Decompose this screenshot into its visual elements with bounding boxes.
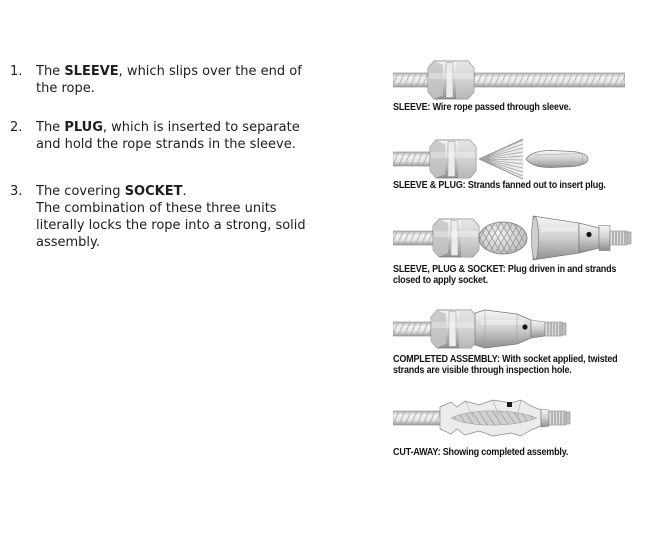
caption-label: SLEEVE: xyxy=(393,102,431,113)
caption-label: SLEEVE & PLUG: xyxy=(393,180,466,191)
caption-label: COMPLETED ASSEMBLY: xyxy=(393,354,500,365)
caption-cut-away xyxy=(393,448,645,459)
figure-sleeve xyxy=(393,57,625,103)
caption-sleeve xyxy=(393,103,645,114)
text-lead: The xyxy=(36,120,65,135)
caption-completed-assembly xyxy=(393,355,645,376)
caption-label: SLEEVE, PLUG & SOCKET: xyxy=(393,264,506,275)
term-plug: PLUG xyxy=(64,120,103,135)
sleeve-and-plug-image xyxy=(393,137,591,181)
figure-sleeve-plug-socket xyxy=(393,213,633,263)
caption-label: CUT-AWAY: xyxy=(393,447,441,458)
figure-completed-assembly xyxy=(393,306,581,352)
text-lead: The xyxy=(36,64,65,79)
completed-assembly-image xyxy=(393,306,581,352)
list-item-socket xyxy=(10,183,336,251)
caption-text: Strands fanned out to insert plug. xyxy=(467,180,606,191)
list-number: 2. xyxy=(10,120,23,135)
term-socket: SOCKET xyxy=(124,184,183,199)
list-number: 3. xyxy=(10,184,23,199)
figure-sleeve-plug xyxy=(393,137,591,181)
list-text xyxy=(36,183,326,251)
text-lead: The covering xyxy=(36,184,125,199)
figure-cut-away xyxy=(393,397,581,439)
list-item-plug xyxy=(10,119,336,153)
text-rest: . xyxy=(182,184,187,199)
list-text xyxy=(36,119,326,153)
cut-away-image xyxy=(393,397,581,439)
caption-text: With socket applied, twisted strands are visible through inspection hole. xyxy=(393,354,618,376)
caption-text: Showing completed assembly. xyxy=(442,447,569,458)
caption-text: Plug driven in and strands closed to apply socket. xyxy=(393,264,617,286)
list-item-sleeve xyxy=(10,63,336,97)
list-number: 1. xyxy=(10,64,23,79)
caption-sleeve-plug-socket xyxy=(393,265,645,286)
sleeve-plug-socket-image xyxy=(393,213,633,263)
list-text xyxy=(36,63,326,97)
text-continuation: The combination of these three units literally locks the rope into a strong, solid assembly. xyxy=(36,201,306,250)
text-rest: , which slips over the end of the rope. xyxy=(36,64,302,96)
wire-rope-through-sleeve-image xyxy=(393,57,625,103)
text-rest: , which is inserted to separate and hold the rope strands in the sleeve. xyxy=(36,120,300,152)
caption-sleeve-plug xyxy=(393,181,645,192)
caption-text: Wire rope passed through sleeve. xyxy=(432,102,571,113)
term-sleeve: SLEEVE xyxy=(64,64,119,79)
